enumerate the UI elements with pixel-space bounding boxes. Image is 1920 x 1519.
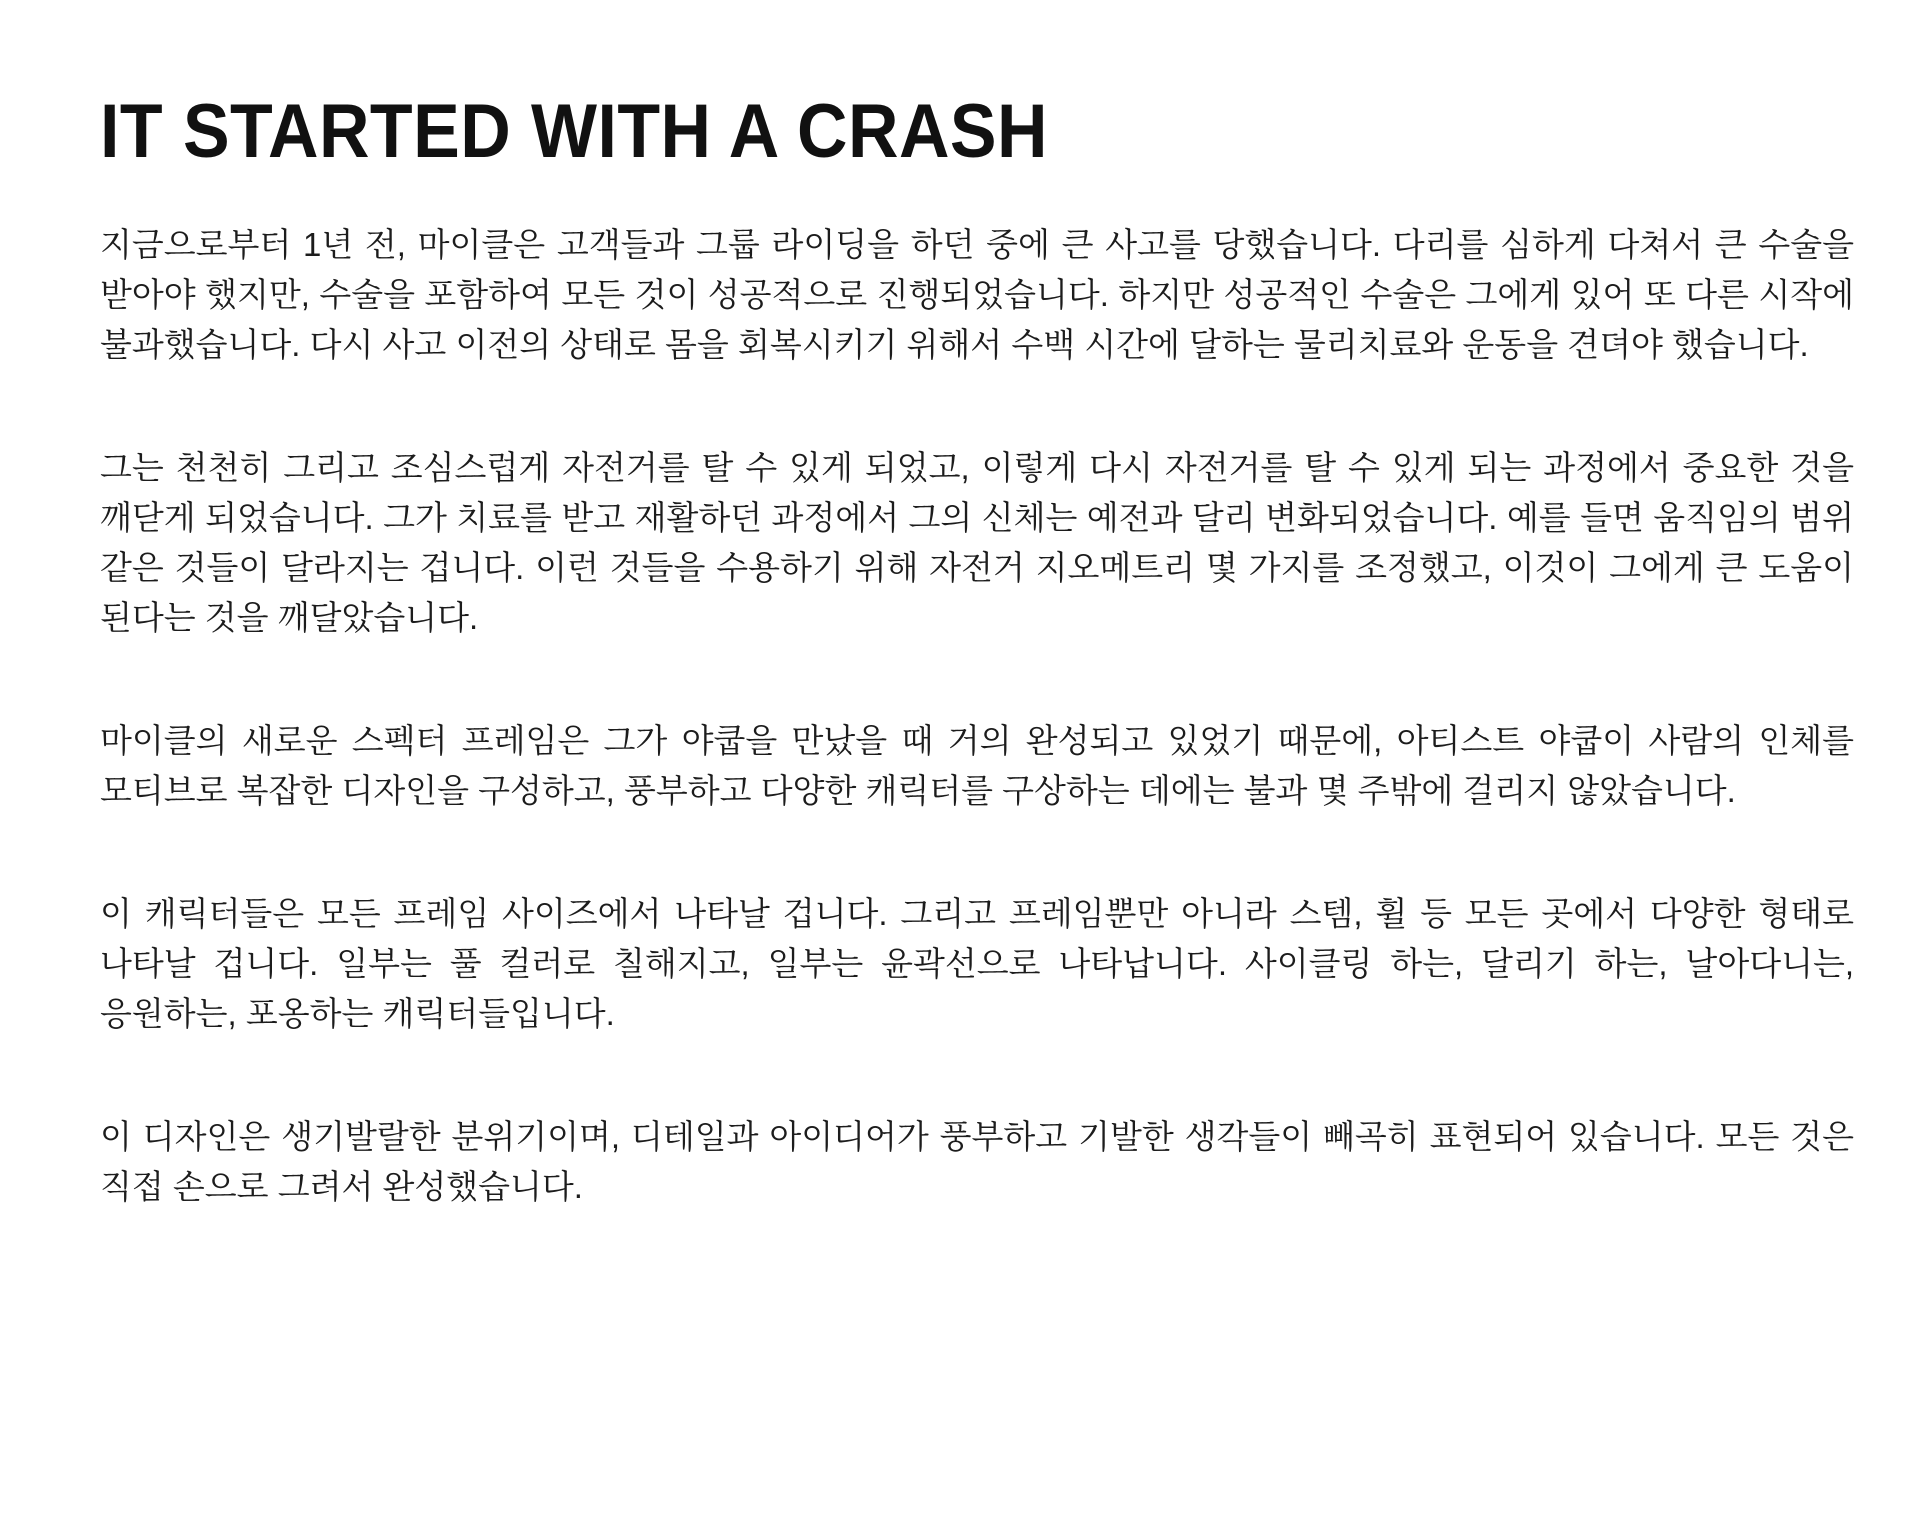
paragraph-design-mood: 이 디자인은 생기발랄한 분위기이며, 디테일과 아이디어가 풍부하고 기발한 생각들이 빼곡히 표현되어 있습니다. 모든 것은 직접 손으로 그려서 완성했습니다. bbox=[100, 1117, 1854, 1205]
paragraph-recovery-insight: 그는 천천히 그리고 조심스럽게 자전거를 탈 수 있게 되었고, 이렇게 다시 자전거를 탈 수 있게 되는 과정에서 중요한 것을 깨닫게 되었습니다. 그가 치료를 받고 재활하던 과정에서 그의 신체는 예전과 달리 변화되었습니다. 예를 들면 움직임의 범위 같은 것들이 달라지는 겁니다. 이런 것들을 수용하기 위해 자전거 지오메트리 몇 가지를 조정했고, 이것이 그에게 큰 도움이 된다는 것을 깨달았습니다. bbox=[100, 448, 1854, 636]
page-title: IT STARTED WITH A CRASH bbox=[100, 89, 1048, 174]
paragraph-characters: 이 캐릭터들은 모든 프레임 사이즈에서 나타날 겁니다. 그리고 프레임뿐만 아니라 스템, 휠 등 모든 곳에서 다양한 형태로 나타날 겁니다. 일부는 풀 컬러로 칠해지고, 일부는 윤곽선으로 나타납니다. 사이클링 하는, 달리기 하는, 날아다니는, 응원하는, 포옹하는 캐릭터들입니다. bbox=[100, 894, 1854, 1032]
paragraph-spectral-frame: 마이클의 새로운 스펙터 프레임은 그가 야쿱을 만났을 때 거의 완성되고 있었기 때문에, 아티스트 야쿱이 사람의 인체를 모티브로 복잡한 디자인을 구성하고, 풍부하고 다양한 캐릭터를 구상하는 데에는 불과 몇 주밖에 걸리지 않았습니다. bbox=[100, 721, 1854, 809]
paragraph-crash-story: 지금으로부터 1년 전, 마이클은 고객들과 그룹 라이딩을 하던 중에 큰 사고를 당했습니다. 다리를 심하게 다쳐서 큰 수술을 받아야 했지만, 수술을 포함하여 모든 것이 성공적으로 진행되었습니다. 하지만 성공적인 수술은 그에게 있어 또 다른 시작에 불과했습니다. 다시 사고 이전의 상태로 몸을 회복시키기 위해서 수백 시간에 달하는 물리치료와 운동을 견뎌야 했습니다. bbox=[100, 225, 1854, 363]
